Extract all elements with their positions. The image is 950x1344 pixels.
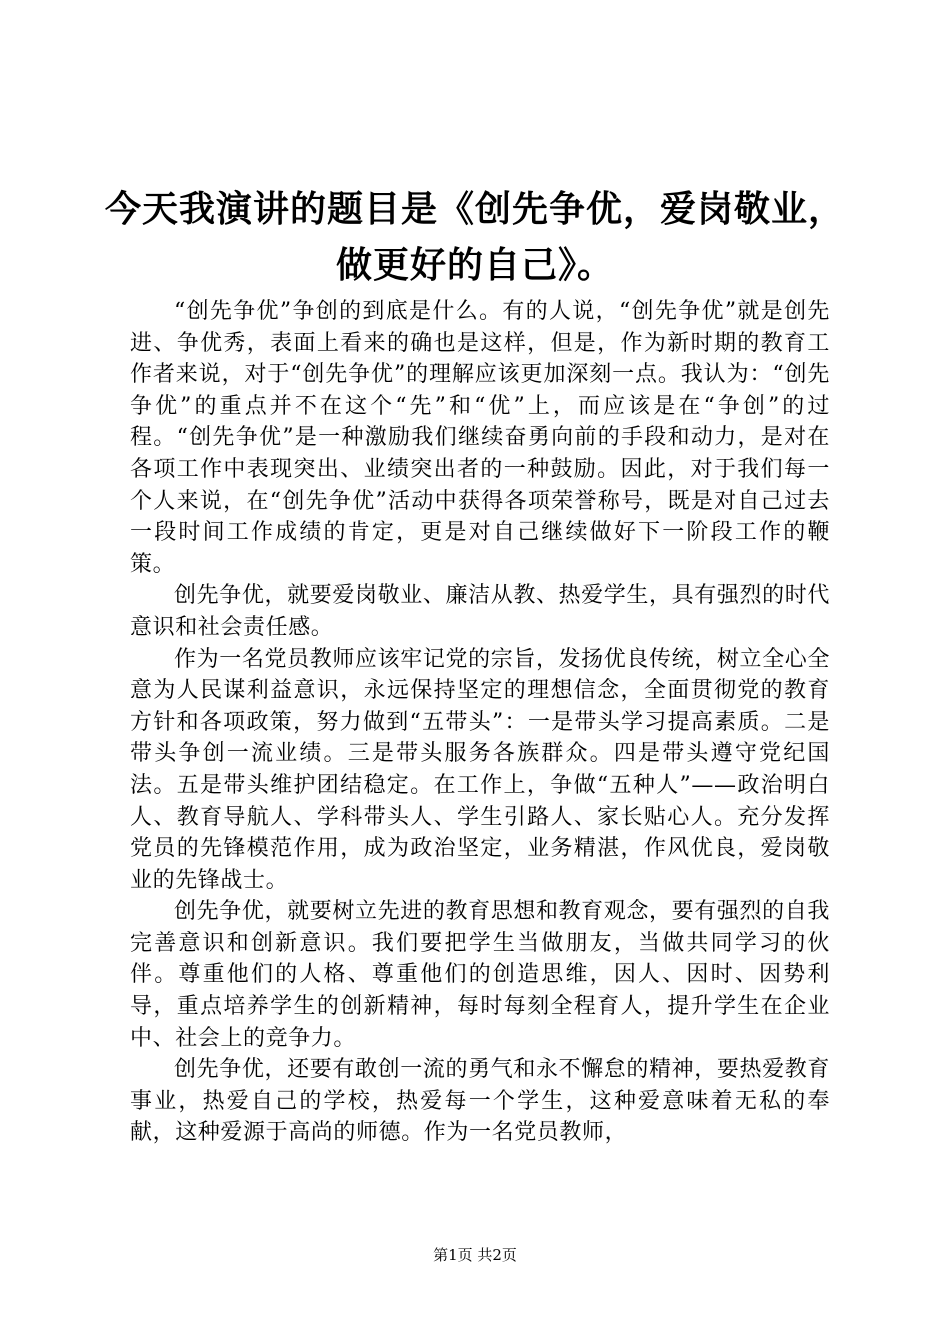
paragraph-1: “创先争优”争创的到底是什么。有的人说，“创先争优”就是创先进、争优秀，表面上看来的确也是这样，但是，作为新时期的教育工作者来说，对于“创先争优”的理解应该更加深刻一点。我认为：“创先争优”的重点并不在这个“先”和“优”上，而应该是在“争创”的过程。“创先争优”是一种激励我们继续奋勇向前的手段和动力，是对在各项工作中表现突出、业绩突出者的一种鼓励。因此，对于我们每一个人来说，在“创先争优”活动中获得各项荣誉称号，既是对自己过去一段时间工作成绩的肯定，更是对自己继续做好下一阶段工作的鞭策。	[130, 299, 830, 577]
title-line-1: 今天我演讲的题目是《创先争优，爱岗敬业，	[104, 189, 845, 230]
paragraph-3: 作为一名党员教师应该牢记党的宗旨，发扬优良传统，树立全心全意为人民谋利益意识，永远保持坚定的理想信念，全面贯彻党的教育方针和各项政策，努力做到“五带头”：一是带头学习提高素质。二是带头争创一流业绩。三是带头服务各族群众。四是带头遵守党纪国法。五是带头维护团结稳定。在工作上，争做“五种人”——政治明白人、教育导航人、学科带头人、学生引路人、家长贴心人。充分发挥党员的先锋模范作用，成为政治坚定，业务精湛，作风优良，爱岗敬业的先锋战士。	[130, 646, 830, 893]
paragraph-4: 创先争优，就要树立先进的教育思想和教育观念，要有强烈的自我完善意识和创新意识。我们要把学生当做朋友，当做共同学习的伙伴。尊重他们的人格、尊重他们的创造思维，因人、因时、因势利导，重点培养学生的创新精神，每时每刻全程育人，提升学生在企业中、社会上的竞争力。	[130, 899, 830, 1051]
document-title	[100, 182, 850, 294]
page-number-footer: 第1页 共2页	[433, 1246, 517, 1264]
paragraph-2: 创先争优，就要爱岗敬业、廉洁从教、热爱学生，具有强烈的时代意识和社会责任感。	[130, 583, 830, 640]
paragraph-5: 创先争优，还要有敢创一流的勇气和永不懈怠的精神，要热爱教育事业，热爱自己的学校，热爱每一个学生，这种爱意味着无私的奉献，这种爱源于高尚的师德。作为一名党员教师，	[130, 1057, 830, 1146]
document-body	[130, 296, 830, 1149]
title-line-2: 做更好的自己》。	[335, 245, 614, 286]
